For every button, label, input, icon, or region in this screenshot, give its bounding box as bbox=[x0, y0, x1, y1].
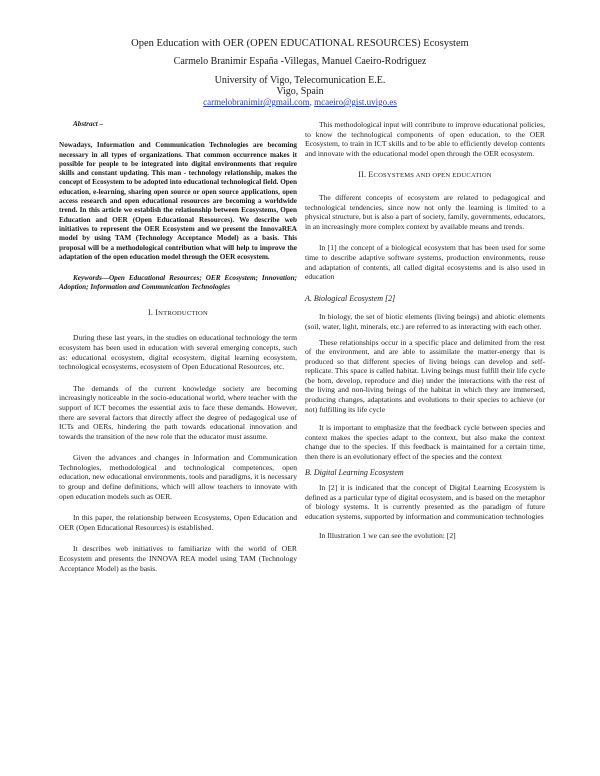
section-title-smallcaps: NTRODUCTION bbox=[158, 309, 208, 317]
left-column bbox=[59, 120, 297, 573]
right-column bbox=[305, 120, 545, 540]
affiliation: University of Vigo, Telecomunication E.E. bbox=[214, 75, 386, 86]
paragraph: The different concepts of ecosystem are related to pedagogical and technological tendencies, since now not only the learning is limited to a physical structure, but is also a part of society, family, governments, educators, in an increasingly more complex context by available means and trends. bbox=[305, 192, 545, 231]
paragraph: In this paper, the relationship between Ecosystems, Open Education and OER (Open Educational Resources) is established. bbox=[59, 513, 297, 532]
paragraph: In [1] the concept of a biological ecosystem that has been used for some time to describe adaptive software systems, production environments, reuse and adaptation of contents, all called digital ecosystems and is also used in education bbox=[305, 243, 545, 282]
keywords: Keywords—Open Educational Resources; OER Ecosystem; Innovation; Adoption; Information and Communication Technologies bbox=[59, 274, 297, 292]
abstract-text: Nowadays, Information and Communication Technologies are becoming necessary in all types of organizations. That common occurrence makes it possible for people to be integrated into digital environments that require skills and constant updating. This man - technology relationship, makes the concept of Ecosystem to be adopted into educational technological field. Open education, e-learning, sharing open source or open source applications, open access research and open educational resources are becoming a worldwide trend. In this article we establish the relationship between Ecosystems, Open Education and OER (Open Educational Resources). We describe web initiatives to represent the OER Ecosystem and we present the InnovaREA model by using TAM (Technology Acceptance Model) as a basis. This proposal will be a methodological contribution what will help to improve the adaptation of the open education model through the OER ecosystem. bbox=[59, 141, 297, 261]
paragraph: This methodological input will contribute to improve educational policies, to know the technological components of open education, to the OER Ecosystem, to train in ICT skills and to be able to efficiently develop contents and innovate with the educational model open through the OER ecosystem. bbox=[305, 120, 545, 158]
paragraph: During these last years, in the studies on educational technology the term ecosystem has been used in education with several emerging concepts, such as: educational ecosystem, digital ecosystem, digital learning ecosystem, technological ecosystems, ecosystem of Open Educational Resources, etc. bbox=[59, 333, 297, 372]
location: Vigo, Spain bbox=[276, 86, 324, 97]
abstract-label: Abstract – bbox=[73, 120, 104, 128]
paragraph: In [2] it is indicated that the concept of Digital Learning Ecosystem is defined as a particular type of digital ecosystem, and is based on the metaphor of biology systems. It is currently presented as the paradigm of future education systems, supported by information and communication technologies bbox=[305, 483, 545, 521]
section-title-smallcaps: COSYSTEMS AND OPEN EDUCATION bbox=[373, 172, 492, 180]
author-list: Carmelo Branimir España -Villegas, Manuel Caeiro-Rodriguez bbox=[173, 56, 427, 67]
section-initial: E bbox=[368, 170, 374, 180]
section-number: I. bbox=[148, 307, 156, 317]
paragraph: In biology, the set of biotic elements (living beings) and abiotic elements (soil, water, light, minerals, etc.) are referred to as interacting with each other. bbox=[305, 312, 545, 331]
paragraph: It describes web initiatives to familiarize with the world of OER Ecosystem and presents the INNOVA REA model using TAM (Technology Acceptance Model) as the basis. bbox=[59, 544, 297, 573]
paragraph: In Illustration 1 we can see the evolution: [2] bbox=[319, 530, 456, 540]
email-separator: , bbox=[309, 97, 315, 107]
section-heading-ecosystems bbox=[305, 170, 545, 181]
subsection-heading-biological: A. Biological Ecosystem [2] bbox=[305, 293, 396, 303]
paper-title: Open Education with OER (OPEN EDUCATIONAL RESOURCES) Ecosystem bbox=[131, 38, 469, 49]
section-number: II. bbox=[358, 170, 369, 180]
section-initial: I bbox=[155, 307, 159, 317]
abstract bbox=[59, 120, 297, 262]
paragraph: It is important to emphasize that the feedback cycle between species and context makes the species adapt to the context, but also make the context change due to the species. If this feedback is maintained for a certain time, then there is an evolutionary effect of the species and the context bbox=[305, 423, 545, 462]
section-heading-introduction bbox=[59, 308, 297, 319]
email-link-1[interactable]: carmelobranimir@gmail.com bbox=[203, 97, 310, 107]
subsection-heading-digital-learning: B. Digital Learning Ecosystem bbox=[305, 467, 404, 477]
email-link-2[interactable]: mcaeiro@gist.uvigo.es bbox=[314, 97, 397, 107]
paragraph: The demands of the current knowledge society are becoming increasingly noticeable in the socio-educational world, where teacher with the support of ICT becomes the essential axis to face these demands. However, there are several factors that directly affect the degree of pedagogical use of ICTs and OERs, hindering the path towards educational innovation and towards the transition of the new role that the educator must assume. bbox=[59, 383, 297, 441]
paragraph: Given the advances and changes in Information and Communication Technologies, methodological and technological competences, open education, new educational environments, tools and paradigms, it is necessary to group and define definitions, which will allow teachers to innovate with open education models such as OER. bbox=[59, 453, 297, 501]
paragraph: These relationships occur in a specific place and delimited from the rest of the environment, and are able to assimilate the matter-energy that is produced so that different species of living beings can develop and self-replicate. This space is called habitat. Living beings must fulfill their life cycle (be born, develop, reproduce and die) under the interactions with the rest of the living and non-living beings of the habitat in which they are immersed, producing changes, adaptations and evolutions to their species to achieve (or not) fulfilling its life cycle bbox=[305, 337, 545, 414]
email-line bbox=[0, 97, 600, 107]
